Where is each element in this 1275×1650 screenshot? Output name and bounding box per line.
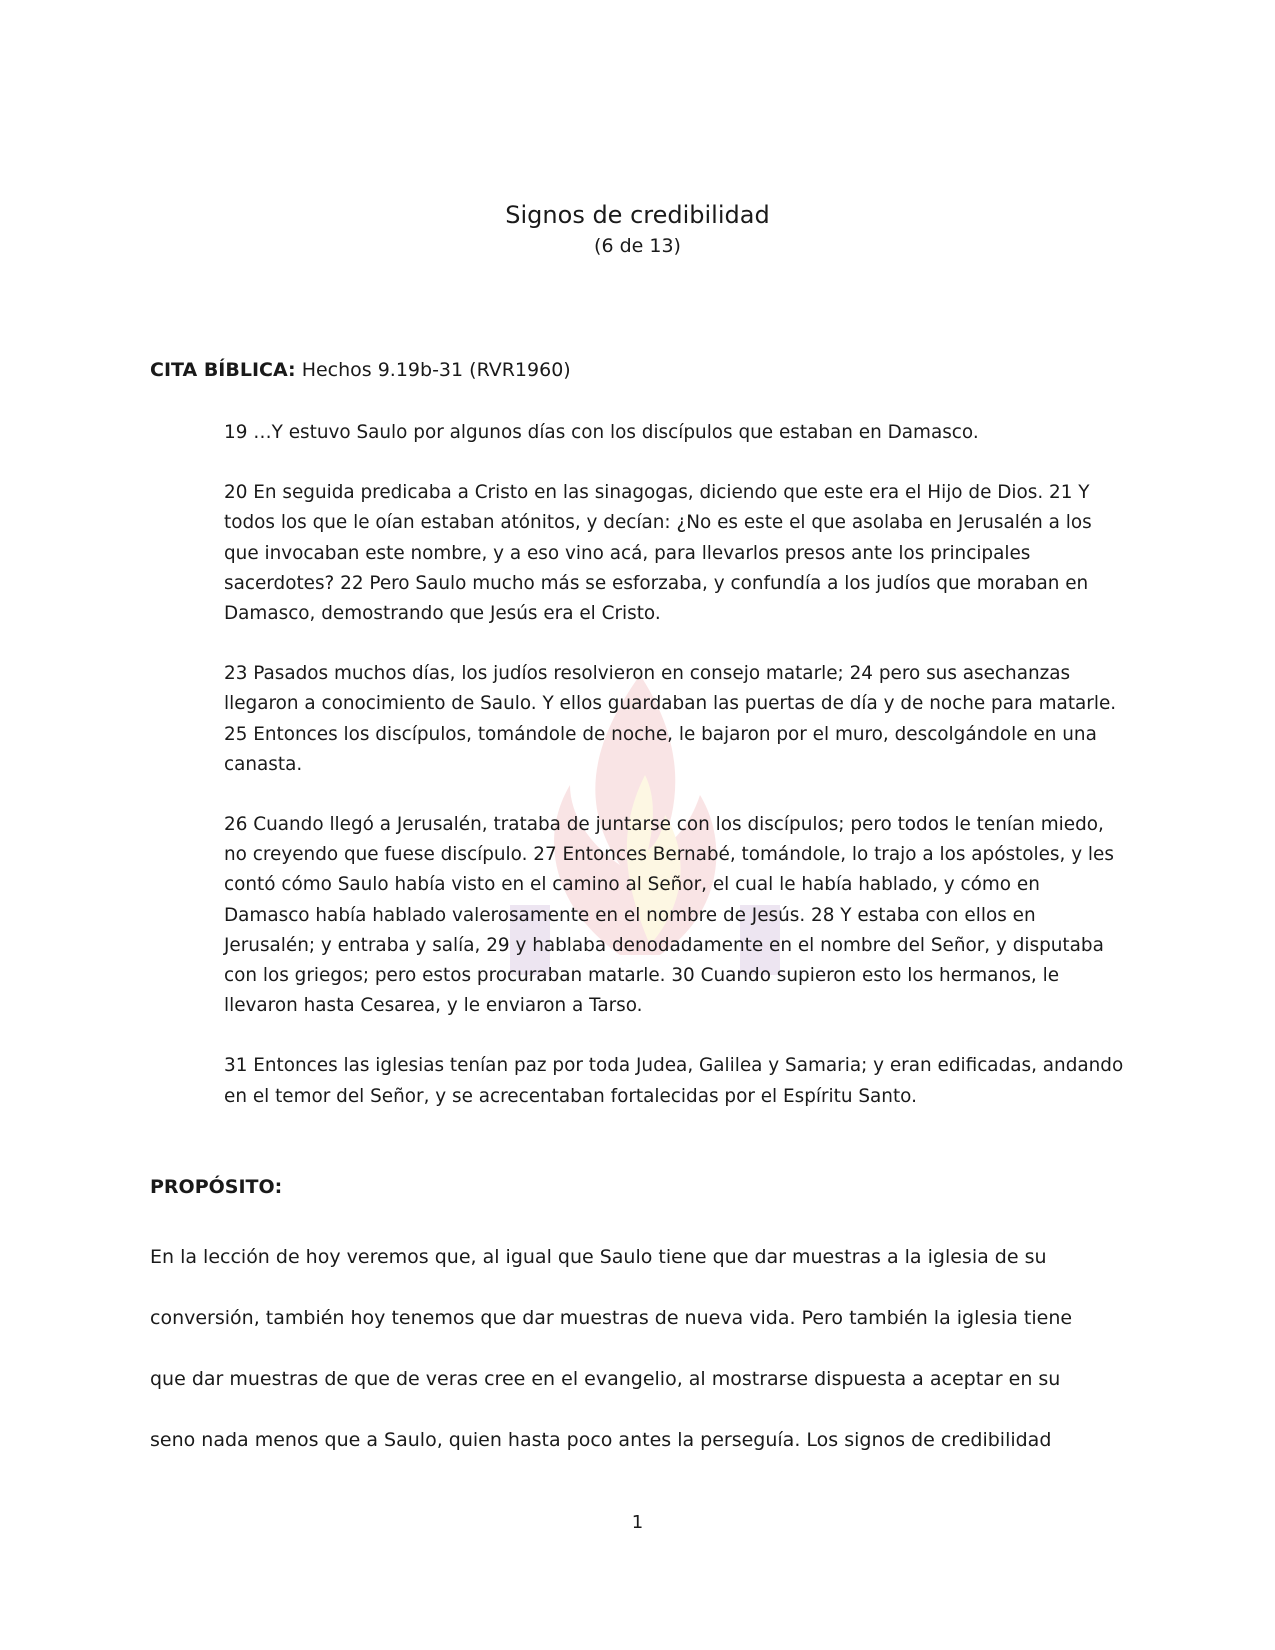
page-number: 1 xyxy=(631,1512,644,1533)
verse-paragraph: 20 En seguida predicaba a Cristo en las sinagogas, diciendo que este era el Hijo de Dios. 21 Y todos los que le oían estaban atónitos, y decían: ¿No es este el que asolaba en Jerusalén a los que invocaban este nombre, y a eso vino acá, para llevarlos presos ante los principales sacerdotes? 22 Pero Saulo mucho más se esforzaba, y confundía a los judíos que moraban en Damasco, demostrando que Jesús era el Cristo. xyxy=(224,482,1092,625)
citation-label: CITA BÍBLICA: xyxy=(150,359,296,381)
verse-paragraph: 19 …Y estuvo Saulo por algunos días con los discípulos que estaban en Damasco. xyxy=(224,422,979,443)
citation-reference: Hechos 9.19b-31 (RVR1960) xyxy=(301,359,571,381)
purpose-text xyxy=(150,1227,1130,1471)
verse-paragraph: 31 Entonces las iglesias tenían paz por toda Judea, Galilea y Samaria; y eran edificadas, andando en el temor del Señor, y se acrecentaban fortalecidas por el Espíritu Santo. xyxy=(224,1055,1124,1107)
title-block xyxy=(0,200,1275,260)
page-subtitle: (6 de 13) xyxy=(594,235,681,257)
purpose-line: que dar muestras de que de veras cree en el evangelio, al mostrarse dispuesta a aceptar en su xyxy=(150,1368,1061,1390)
scripture-passage xyxy=(224,418,1124,1142)
verse-paragraph: 26 Cuando llegó a Jerusalén, trataba de juntarse con los discípulos; pero todos le tenían miedo, no creyendo que fuese discípulo. 27 Entonces Bernabé, tomándole, lo trajo a los apóstoles, y les contó cómo Saulo había visto en el camino al Señor, el cual le había hablado, y cómo en Damasco había hablado valerosamente en el nombre de Jesús. 28 Y estaba con ellos en Jerusalén; y entraba y salía, 29 y hablaba denodadamente en el nombre del Señor, y disputaba con los griegos; pero estos procuraban matarle. 30 Cuando supieron esto los hermanos, le llevaron hasta Cesarea, y le enviaron a Tarso. xyxy=(224,814,1114,1017)
bible-citation xyxy=(150,356,571,384)
verse-paragraph: 23 Pasados muchos días, los judíos resolvieron en consejo matarle; 24 pero sus asechanzas llegaron a conocimiento de Saulo. Y ellos guardaban las puertas de día y de noche para matarle. 25 Entonces los discípulos, tomándole de noche, le bajaron por el muro, descolgándole en una canasta. xyxy=(224,663,1117,775)
purpose-line: En la lección de hoy veremos que, al igual que Saulo tiene que dar muestras a la iglesia de su xyxy=(150,1246,1047,1268)
purpose-heading: PROPÓSITO: xyxy=(150,1176,283,1198)
purpose-line: seno nada menos que a Saulo, quien hasta poco antes la perseguía. Los signos de credibilidad xyxy=(150,1429,1052,1451)
page-title: Signos de credibilidad xyxy=(505,201,770,229)
purpose-line: conversión, también hoy tenemos que dar muestras de nueva vida. Pero también la iglesia tiene xyxy=(150,1307,1073,1329)
